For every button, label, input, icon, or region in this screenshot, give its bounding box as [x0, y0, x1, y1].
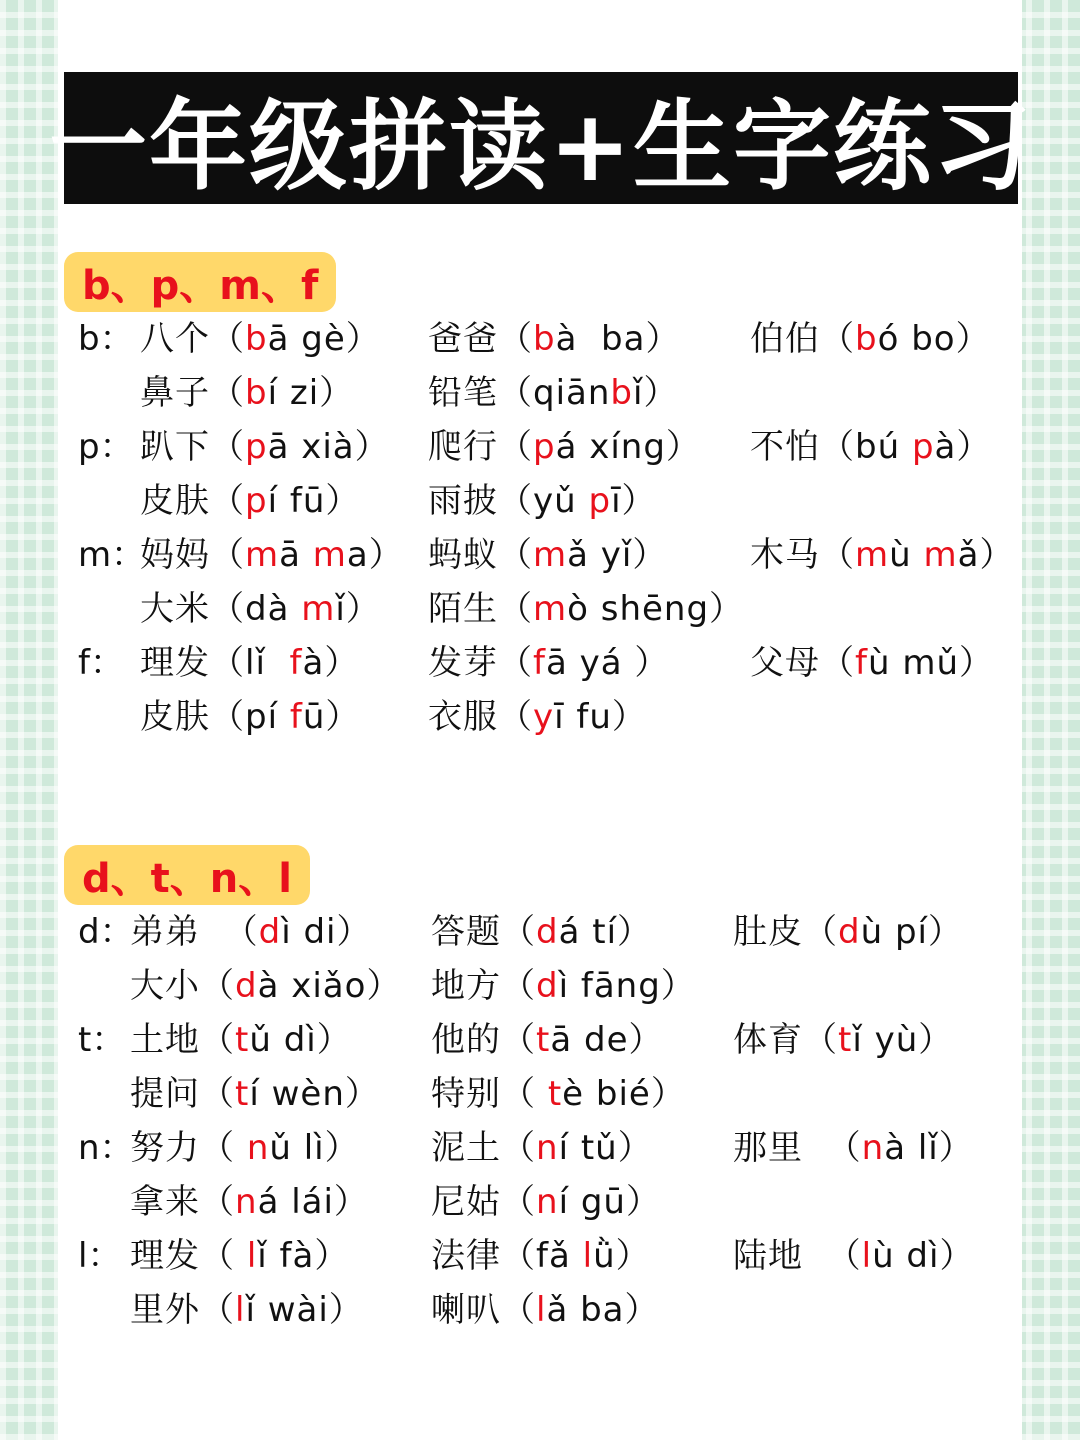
hanzi-word: 泥土	[431, 1128, 501, 1168]
pinyin-text: （	[501, 912, 536, 952]
initial-label: l：	[78, 1236, 122, 1276]
pinyin-initial-highlight: p	[245, 481, 268, 521]
word-row	[58, 905, 1022, 959]
pinyin-initial-highlight: d	[536, 912, 559, 952]
pinyin-text: ù pí）	[860, 912, 963, 952]
pinyin-initial-highlight: p	[245, 427, 268, 467]
pinyin-text: ā xià）	[267, 427, 390, 467]
pinyin	[498, 319, 680, 359]
pinyin	[498, 427, 701, 467]
pinyin	[200, 912, 372, 952]
initial-label: m：	[78, 535, 146, 575]
initial-label: p：	[78, 427, 134, 467]
pinyin-text: （	[200, 1236, 247, 1276]
pinyin-initial-highlight: t	[536, 1020, 551, 1060]
word-row	[58, 420, 1022, 474]
pinyin-text: （	[210, 481, 245, 521]
word-entry	[431, 1283, 660, 1337]
word-row	[58, 1121, 1022, 1175]
pinyin-text: ǎ yǐ）	[567, 535, 668, 575]
word-entry	[130, 1283, 364, 1337]
pinyin	[501, 1074, 686, 1114]
word-entry	[130, 959, 401, 1013]
word-entry	[428, 420, 701, 474]
hanzi-word: 皮肤	[140, 481, 210, 521]
pinyin-initial-highlight: m	[312, 535, 347, 575]
hanzi-word: 弟弟	[130, 912, 200, 952]
pinyin-initial-highlight: m	[533, 535, 568, 575]
pinyin-initial-highlight: t	[235, 1020, 250, 1060]
pinyin-text: （	[210, 535, 245, 575]
pinyin-text: í fū）	[267, 481, 361, 521]
hanzi-word: 妈妈	[140, 535, 210, 575]
pinyin	[501, 966, 696, 1006]
pinyin-text: （	[200, 1128, 247, 1168]
hanzi-word: 不怕	[750, 427, 820, 467]
hanzi-word: 他的	[431, 1020, 501, 1060]
pinyin	[210, 535, 404, 575]
pinyin-initial-highlight: n	[536, 1182, 559, 1222]
pinyin-initial-highlight: m	[533, 589, 568, 629]
word-row	[58, 690, 1022, 744]
pinyin-text: ī）	[611, 481, 657, 521]
pinyin	[200, 1128, 360, 1168]
pinyin-text: （	[200, 1020, 235, 1060]
word-entry	[140, 474, 360, 528]
word-entry	[733, 905, 963, 959]
section-heading: b、p、m、f	[64, 252, 336, 312]
pinyin-text: （	[210, 427, 245, 467]
word-entry	[733, 1121, 974, 1175]
hanzi-word: 陆地	[733, 1236, 803, 1276]
pinyin-text: （	[200, 1074, 235, 1114]
pinyin-text: ī fu）	[554, 697, 647, 737]
pinyin-text: （	[200, 966, 235, 1006]
word-entry	[431, 959, 696, 1013]
pinyin-text: ì di）	[281, 912, 372, 952]
word-row	[58, 636, 1022, 690]
pinyin-initial-highlight: b	[245, 319, 268, 359]
pinyin-text: ā yá ）	[545, 643, 670, 683]
hanzi-word: 八个	[140, 319, 210, 359]
hanzi-word: 体育	[733, 1020, 803, 1060]
hanzi-word: 皮肤	[140, 697, 210, 737]
pinyin-text: ǜ）	[593, 1236, 651, 1276]
pinyin	[501, 1290, 660, 1330]
pinyin-text: （	[501, 1128, 536, 1168]
pinyin-text: í gū）	[558, 1182, 661, 1222]
word-entry	[750, 420, 991, 474]
pinyin-initial-highlight: l	[235, 1290, 246, 1330]
pinyin-initial-highlight: b	[610, 373, 634, 413]
pinyin-initial-highlight: b	[533, 319, 556, 359]
word-row	[58, 1283, 1022, 1337]
word-entry	[130, 1013, 352, 1067]
pinyin-text: í wèn）	[249, 1074, 380, 1114]
hanzi-word: 尼姑	[431, 1182, 501, 1222]
pinyin-text: ā gè）	[267, 319, 381, 359]
pinyin	[200, 1182, 369, 1222]
hanzi-word: 喇叭	[431, 1290, 501, 1330]
hanzi-word: 陌生	[428, 589, 498, 629]
word-entry	[140, 312, 381, 366]
pinyin	[210, 697, 360, 737]
pinyin-text: （	[501, 1290, 536, 1330]
pinyin-text: ā de）	[550, 1020, 664, 1060]
pinyin-initial-highlight: d	[536, 966, 559, 1006]
pinyin	[820, 643, 994, 683]
pinyin-text: （	[200, 1182, 235, 1222]
word-entry	[733, 1013, 953, 1067]
pinyin-text: ò shēng）	[567, 589, 745, 629]
word-entry	[130, 905, 372, 959]
pinyin-text: （	[803, 1020, 838, 1060]
pinyin	[820, 427, 991, 467]
word-entry	[428, 366, 678, 420]
pinyin-text: （	[498, 589, 533, 629]
pinyin-text: ā	[279, 535, 313, 575]
hanzi-word: 伯伯	[750, 319, 820, 359]
pinyin-text: （	[498, 535, 533, 575]
pinyin-text: （	[200, 1290, 235, 1330]
word-entry	[750, 636, 994, 690]
pinyin	[200, 966, 401, 1006]
pinyin-initial-highlight: b	[245, 373, 268, 413]
pinyin-text: （bú	[820, 427, 912, 467]
pinyin	[210, 481, 360, 521]
word-row	[58, 528, 1022, 582]
hanzi-word: 大米	[140, 589, 210, 629]
hanzi-word: 法律	[431, 1236, 501, 1276]
pinyin	[501, 912, 652, 952]
hanzi-word: 理发	[140, 643, 210, 683]
pinyin-initial-highlight: m	[245, 535, 280, 575]
initial-label: f：	[78, 643, 124, 683]
word-row	[58, 959, 1022, 1013]
pinyin-initial-highlight: n	[235, 1182, 258, 1222]
pinyin-text: （	[498, 697, 533, 737]
word-row	[58, 312, 1022, 366]
pinyin	[820, 535, 1014, 575]
pinyin-initial-highlight: m	[301, 589, 336, 629]
hanzi-word: 地方	[431, 966, 501, 1006]
hanzi-word: 父母	[750, 643, 820, 683]
pinyin-initial-highlight: y	[533, 697, 555, 737]
word-entry	[140, 420, 390, 474]
pinyin	[200, 1236, 349, 1276]
pinyin-text: á xíng）	[555, 427, 701, 467]
pinyin-text: （fǎ	[501, 1236, 583, 1276]
pinyin-text: （	[501, 1182, 536, 1222]
pinyin-initial-highlight: l	[582, 1236, 594, 1276]
pinyin-text: ǐ yù）	[852, 1020, 954, 1060]
pinyin-text: ǐ）	[633, 373, 679, 413]
word-entry	[140, 366, 354, 420]
word-row	[58, 366, 1022, 420]
word-entry	[140, 690, 360, 744]
word-entry	[428, 474, 657, 528]
pinyin	[498, 643, 669, 683]
pinyin	[501, 1182, 661, 1222]
pinyin	[498, 535, 667, 575]
pinyin-text: ù dì）	[872, 1236, 975, 1276]
pinyin	[498, 589, 744, 629]
pinyin	[803, 1236, 974, 1276]
pinyin-text: （	[501, 1074, 548, 1114]
word-entry	[428, 312, 680, 366]
hanzi-word: 铅笔	[428, 373, 498, 413]
pinyin-initial-highlight: l	[536, 1290, 547, 1330]
pinyin-initial-highlight: f	[533, 643, 546, 683]
initial-label: b：	[78, 319, 134, 359]
pinyin-text: à lǐ）	[884, 1128, 974, 1168]
hanzi-word: 蚂蚁	[428, 535, 498, 575]
word-entry	[750, 528, 1014, 582]
pinyin	[803, 912, 963, 952]
pinyin-text: ǐ wài）	[245, 1290, 364, 1330]
pinyin-text: （	[498, 319, 533, 359]
hanzi-word: 木马	[750, 535, 820, 575]
hanzi-word: 那里	[733, 1128, 803, 1168]
worksheet-page	[48, 0, 1034, 1440]
hanzi-word: 大小	[130, 966, 200, 1006]
pinyin-initial-highlight: n	[246, 1128, 270, 1168]
word-rows	[58, 312, 1022, 744]
pinyin	[210, 373, 354, 413]
pinyin	[501, 1236, 651, 1276]
pinyin-initial-highlight: f	[855, 643, 868, 683]
pinyin	[498, 697, 647, 737]
word-entry	[431, 1067, 686, 1121]
pinyin-text: （	[210, 373, 245, 413]
hanzi-word: 提问	[130, 1074, 200, 1114]
pinyin-text: （yǔ	[498, 481, 589, 521]
word-entry	[428, 636, 669, 690]
pinyin-text: （	[501, 1020, 536, 1060]
pinyin-text: ǔ lì）	[269, 1128, 360, 1168]
word-entry	[428, 582, 744, 636]
pinyin-text: à ba）	[555, 319, 681, 359]
pinyin	[210, 589, 381, 629]
pinyin-initial-highlight: f	[289, 643, 303, 683]
title-banner	[48, 72, 1034, 204]
pinyin-initial-highlight: d	[235, 966, 258, 1006]
word-entry	[130, 1067, 380, 1121]
word-rows	[58, 905, 1022, 1337]
pinyin-text: （	[803, 912, 838, 952]
hanzi-word: 雨披	[428, 481, 498, 521]
hanzi-word: 里外	[130, 1290, 200, 1330]
pinyin-initial-highlight: t	[547, 1074, 563, 1114]
pinyin-text: （	[210, 319, 245, 359]
pinyin	[803, 1128, 974, 1168]
hanzi-word: 鼻子	[140, 373, 210, 413]
word-row	[58, 474, 1022, 528]
pinyin	[820, 319, 991, 359]
pinyin-text: （	[820, 643, 855, 683]
pinyin-text: à）	[934, 427, 992, 467]
pinyin-text: （	[803, 1236, 862, 1276]
pinyin-text: （	[820, 319, 855, 359]
pinyin-text: （	[501, 966, 536, 1006]
word-row	[58, 1067, 1022, 1121]
hanzi-word: 爸爸	[428, 319, 498, 359]
word-entry	[750, 312, 991, 366]
hanzi-word: 肚皮	[733, 912, 803, 952]
pinyin	[210, 319, 381, 359]
pinyin	[200, 1074, 380, 1114]
pinyin-text: （	[820, 535, 855, 575]
pinyin-text: （dà	[210, 589, 302, 629]
word-row	[58, 1229, 1022, 1283]
word-entry	[140, 582, 381, 636]
hanzi-word: 发芽	[428, 643, 498, 683]
pinyin-text: ǐ）	[335, 589, 381, 629]
initial-label: d：	[78, 912, 134, 952]
pinyin	[501, 1020, 664, 1060]
pinyin-text: à xiǎo）	[257, 966, 402, 1006]
pinyin-text: ì fāng）	[558, 966, 696, 1006]
pinyin-text: ǐ fà）	[257, 1236, 350, 1276]
pinyin-initial-highlight: m	[855, 535, 890, 575]
pinyin-text: ǎ）	[957, 535, 1015, 575]
pinyin-text: ǎ ba）	[546, 1290, 660, 1330]
section-heading: d、t、n、l	[64, 845, 310, 905]
word-row	[58, 1013, 1022, 1067]
pinyin-text: （	[498, 427, 533, 467]
word-entry	[431, 1121, 653, 1175]
hanzi-word: 土地	[130, 1020, 200, 1060]
pinyin-text: á lái）	[257, 1182, 369, 1222]
pinyin-initial-highlight: d	[258, 912, 282, 952]
pinyin	[498, 481, 657, 521]
word-row	[58, 582, 1022, 636]
word-entry	[130, 1121, 360, 1175]
pinyin-text: ù mǔ）	[867, 643, 995, 683]
pinyin	[498, 373, 678, 413]
pinyin-initial-highlight: t	[838, 1020, 853, 1060]
pinyin-initial-highlight: n	[861, 1128, 885, 1168]
pinyin-text: （	[498, 643, 533, 683]
hanzi-word: 爬行	[428, 427, 498, 467]
hanzi-word: 理发	[130, 1236, 200, 1276]
word-entry	[140, 528, 404, 582]
hanzi-word: 衣服	[428, 697, 498, 737]
pinyin-initial-highlight: l	[246, 1236, 258, 1276]
page-title: 一年级拼读+生字练习	[48, 89, 1034, 204]
word-entry	[431, 1175, 661, 1229]
hanzi-word: 拿来	[130, 1182, 200, 1222]
pinyin-text: （qiān	[498, 373, 611, 413]
pinyin	[200, 1020, 352, 1060]
pinyin-text: ù	[889, 535, 924, 575]
pinyin-text: （pí	[210, 697, 290, 737]
word-entry	[431, 905, 652, 959]
word-entry	[130, 1175, 369, 1229]
pinyin-initial-highlight: p	[533, 427, 556, 467]
pinyin-text: （	[200, 912, 259, 952]
word-row	[58, 1175, 1022, 1229]
initial-label: t：	[78, 1020, 126, 1060]
pinyin-text: （lǐ	[210, 643, 290, 683]
hanzi-word: 特别	[431, 1074, 501, 1114]
word-entry	[130, 1229, 349, 1283]
word-entry	[428, 528, 667, 582]
word-entry	[431, 1013, 664, 1067]
pinyin-initial-highlight: n	[536, 1128, 559, 1168]
hanzi-word: 努力	[130, 1128, 200, 1168]
pinyin-initial-highlight: b	[855, 319, 878, 359]
pinyin	[210, 643, 359, 683]
pinyin-text: í tǔ）	[558, 1128, 653, 1168]
pinyin-initial-highlight: t	[235, 1074, 250, 1114]
pinyin-initial-highlight: d	[838, 912, 861, 952]
pinyin-text: ó bo）	[877, 319, 991, 359]
pinyin-initial-highlight: p	[911, 427, 935, 467]
word-entry	[140, 636, 359, 690]
pinyin-text: à）	[302, 643, 360, 683]
pinyin-initial-highlight: f	[289, 697, 303, 737]
pinyin	[210, 427, 390, 467]
initial-label: n：	[78, 1128, 134, 1168]
pinyin-text: ū）	[302, 697, 361, 737]
word-entry	[428, 690, 647, 744]
pinyin-text: ǔ dì）	[249, 1020, 352, 1060]
pinyin-text: a）	[346, 535, 404, 575]
hanzi-word: 趴下	[140, 427, 210, 467]
pinyin-initial-highlight: l	[861, 1236, 873, 1276]
pinyin	[200, 1290, 364, 1330]
pinyin	[501, 1128, 653, 1168]
pinyin-initial-highlight: p	[588, 481, 612, 521]
pinyin-text: á tí）	[558, 912, 653, 952]
hanzi-word: 答题	[431, 912, 501, 952]
word-entry	[431, 1229, 651, 1283]
word-entry	[733, 1229, 974, 1283]
pinyin	[803, 1020, 953, 1060]
pinyin-text: （	[803, 1128, 862, 1168]
pinyin-text: è bié）	[562, 1074, 686, 1114]
pinyin-text: í zi）	[267, 373, 355, 413]
pinyin-initial-highlight: m	[923, 535, 958, 575]
